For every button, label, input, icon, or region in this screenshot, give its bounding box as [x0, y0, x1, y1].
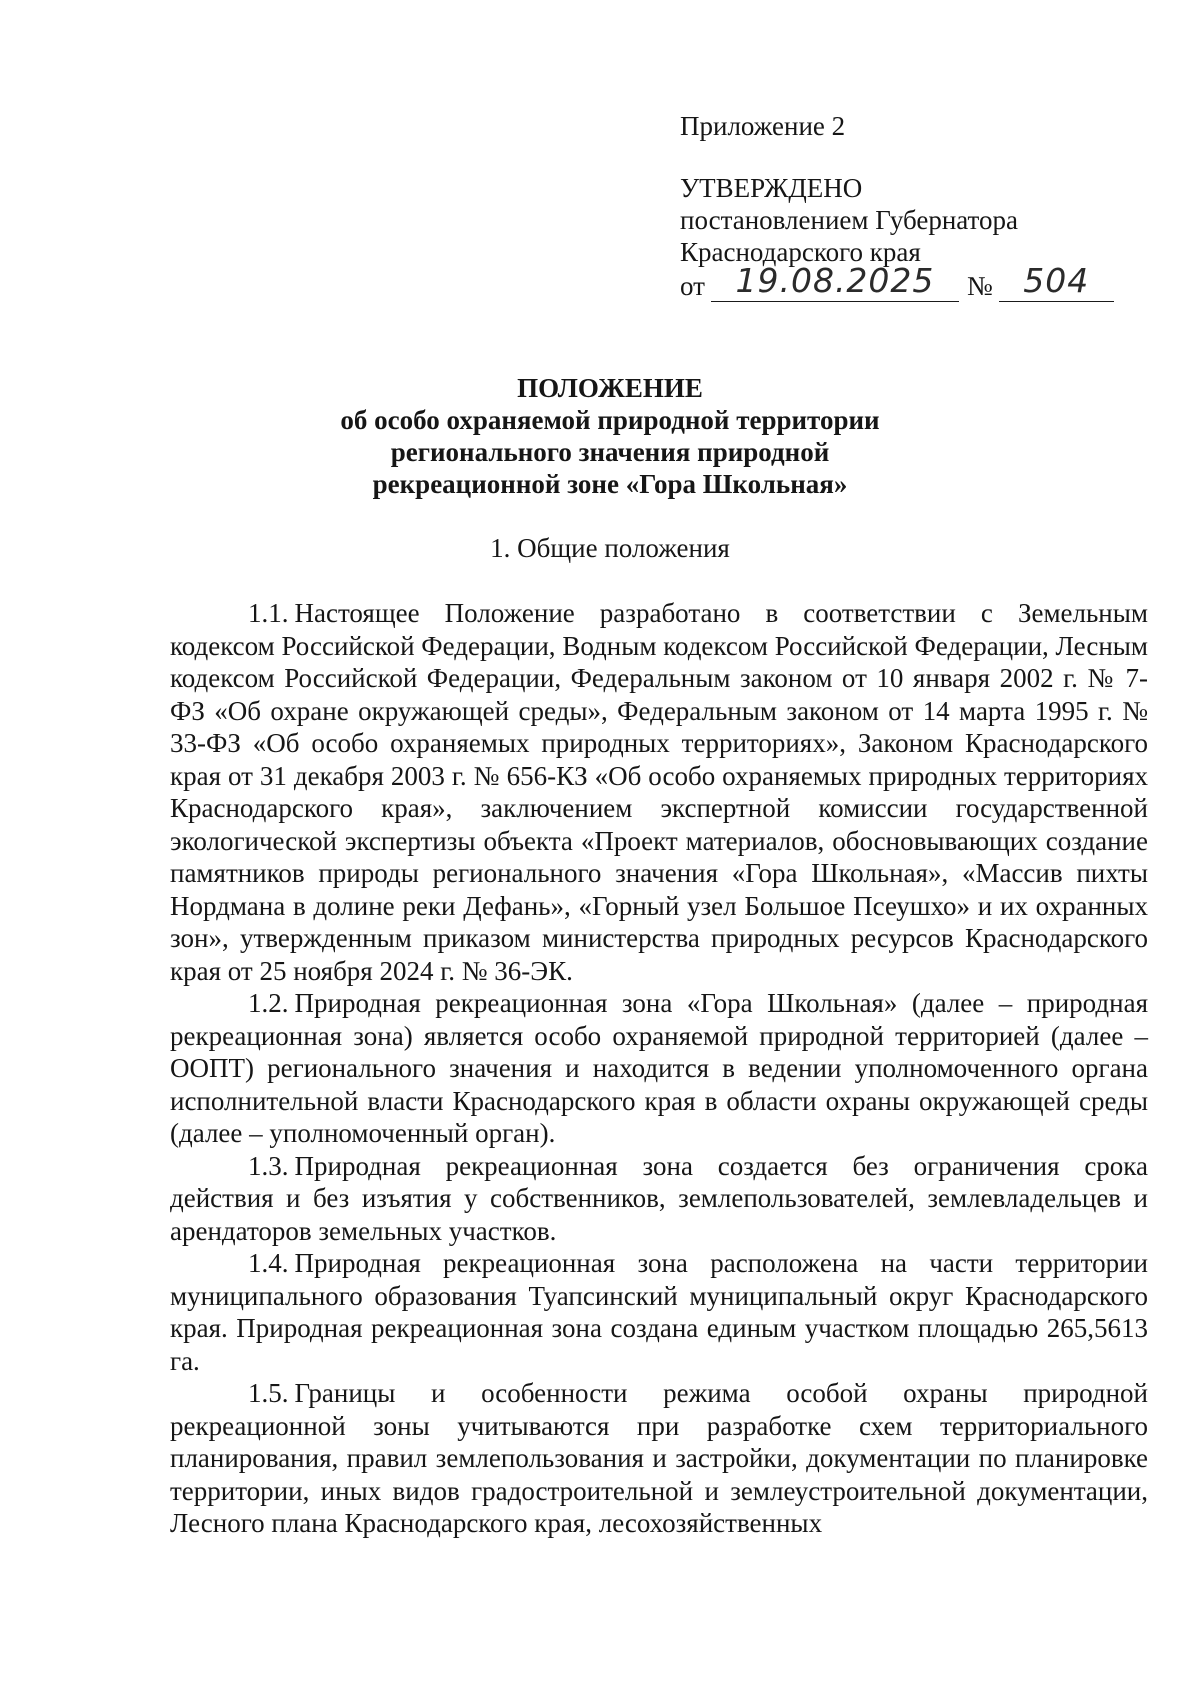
title-line-2: регионального значения природной	[390, 437, 830, 467]
paragraph-text: Природная рекреационная зона создается без ограничения срока действия и без изъятия у собственников, землепользователей, землевладельцев и арендаторов земельных участков.	[170, 1150, 1148, 1246]
date-prefix: от	[680, 271, 705, 301]
document-body	[170, 597, 1148, 1540]
paragraph-number: 1.4.	[248, 1248, 289, 1278]
paragraph-number: 1.1.	[248, 598, 289, 628]
paragraph	[170, 1377, 1148, 1540]
approved-stamp-text: УТВЕРЖДЕНО	[680, 173, 863, 203]
paragraph	[170, 1247, 1148, 1377]
date-number-line	[680, 261, 1120, 302]
paragraph-number: 1.3.	[248, 1150, 289, 1181]
paragraph-number: 1.2.	[248, 988, 289, 1018]
handwritten-number: 504	[1023, 261, 1090, 300]
paragraph	[170, 987, 1148, 1150]
section-heading: 1. Общие положения	[490, 533, 730, 563]
date-field	[711, 261, 959, 302]
paragraph-number: 1.5.	[248, 1378, 289, 1408]
approved-by-region: Краснодарского края	[680, 237, 921, 267]
number-label: №	[966, 271, 993, 301]
paragraph-text: Настоящее Положение разработано в соответствии с Земельным кодексом Российской Федерации, Водным кодексом Российской Федерации, Лесным кодексом Российской Федерации, Федеральным законом от 10 января 2002 г. № 7-ФЗ «Об охране окружающей среды», Федеральным законом от 14 марта 1995 г. № 33-ФЗ «Об особо охраняемых природных территориях», Законом Краснодарского края от 31 декабря 2003 г. № 656-КЗ «Об особо охраняемых природных территориях Краснодарского края», заключением экспертной комиссии государственной экологической экспертизы объекта «Проект материалов, обосновывающих создание памятников природы регионального значения «Гора Школьная», «Массив пихты Нордмана в долине реки Дефань», «Горный узел Большое Псеушхо» и их охранных зон», утвержденным приказом министерства природных ресурсов Краснодарского края от 25 ноября 2024 г. № 36-ЭК.	[170, 598, 1148, 986]
title-line-1: об особо охраняемой природной территории	[340, 405, 880, 435]
approved-by-line: постановлением Губернатора	[680, 205, 1018, 235]
number-field	[999, 261, 1114, 302]
paragraph-text: Природная рекреационная зона «Гора Школьная» (далее – природная рекреационная зона) является особо охраняемой природной территорией (далее – ООПТ) регионального значения и находится в ведении уполномоченного органа исполнительной власти Краснодарского края в области охраны окружающей среды (далее – уполномоченный орган).	[170, 988, 1148, 1148]
paragraph	[170, 597, 1148, 987]
paragraph-text: Границы и особенности режима особой охраны природной рекреационной зоны учитываются при разработке схем территориального планирования, правил землепользования и застройки, документации по планировке территории, иных видов градостроительной и землеустроительной документации, Лесного плана Краснодарского края, лесохозяйственных	[170, 1378, 1148, 1538]
handwritten-date: 19.08.2025	[735, 261, 935, 300]
approval-block	[680, 110, 1120, 302]
title-line-3: рекреационной зоне «Гора Школьная»	[372, 469, 848, 499]
paragraph	[170, 1150, 1148, 1248]
paragraph-text: Природная рекреационная зона расположена на части территории муниципального образования Туапсинский муниципальный округ Краснодарского края. Природная рекреационная зона создана единым участком площадью 265,5613 га.	[170, 1248, 1148, 1376]
document-title	[160, 372, 1060, 500]
annex-label: Приложение 2	[680, 111, 846, 141]
title-main: ПОЛОЖЕНИЕ	[517, 373, 703, 403]
